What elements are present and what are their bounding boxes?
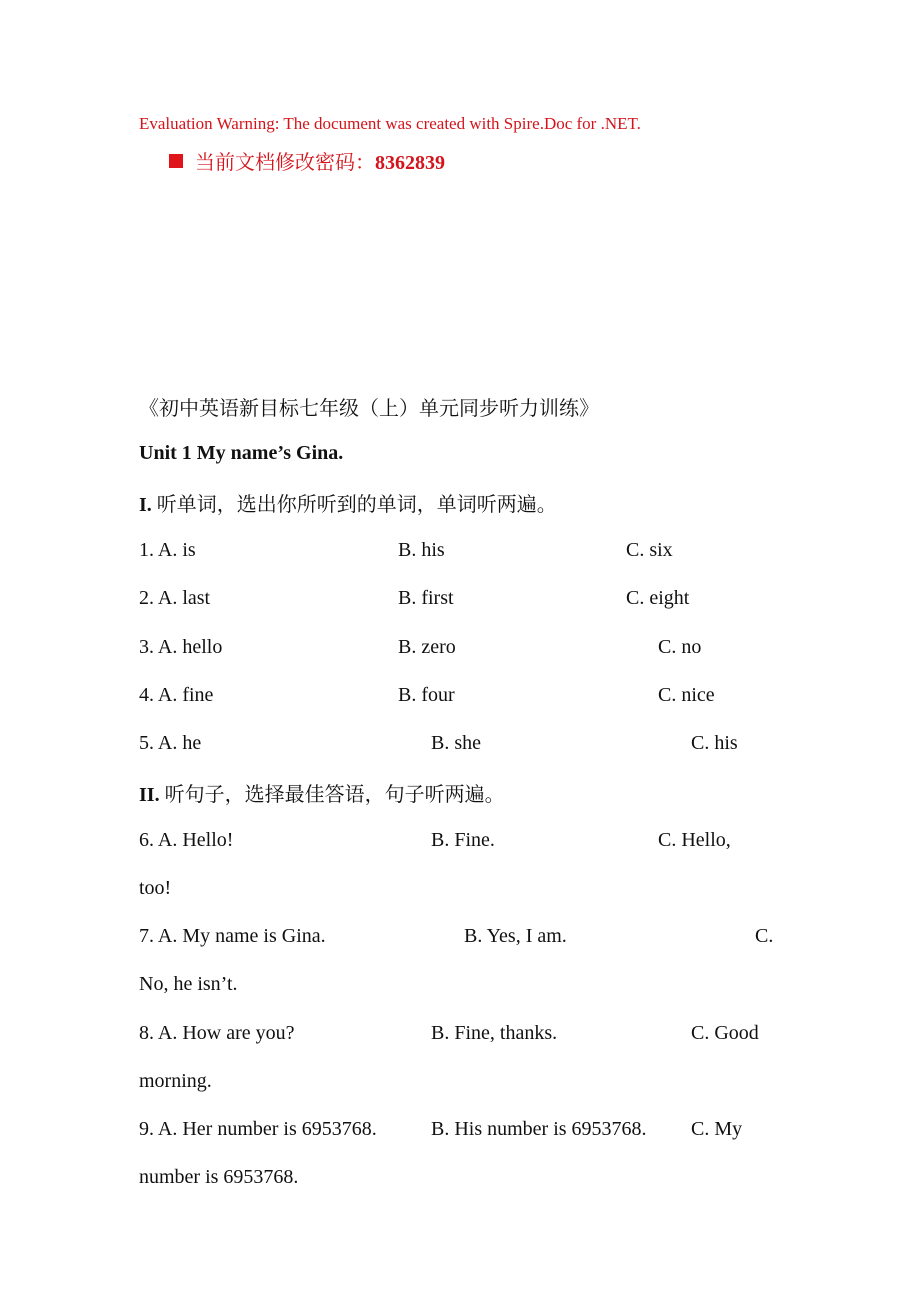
q1-option-b: B. his xyxy=(398,539,445,561)
section-2-heading xyxy=(139,778,505,807)
q5-option-a: 5. A. he xyxy=(139,732,202,754)
q7-option-a: 7. A. My name is Gina. xyxy=(139,925,326,947)
q5-option-c: C. his xyxy=(691,732,738,754)
q9-option-b: B. His number is 6953768. xyxy=(431,1118,647,1140)
q7-option-b: B. Yes, I am. xyxy=(464,925,567,947)
q2-option-a: 2. A. last xyxy=(139,587,211,609)
q8-option-c: C. Good xyxy=(691,1022,759,1044)
q4-option-c: C. nice xyxy=(658,684,715,706)
q6-option-a: 6. A. Hello! xyxy=(139,829,234,851)
q2-option-b: B. first xyxy=(398,587,454,609)
q8-option-c-continued: morning. xyxy=(139,1070,212,1092)
q6-option-c-continued: too! xyxy=(139,877,172,899)
q5-option-b: B. she xyxy=(431,732,481,754)
document-title: 《初中英语新目标七年级（上）单元同步听力训练》 xyxy=(139,398,599,420)
q9-option-c: C. My xyxy=(691,1118,743,1140)
q1-option-a: 1. A. is xyxy=(139,539,196,561)
q9-option-a: 9. A. Her number is 6953768. xyxy=(139,1118,377,1140)
q7-option-c: C. xyxy=(755,925,774,947)
q6-option-b: B. Fine. xyxy=(431,829,495,851)
evaluation-warning: Evaluation Warning: The document was created with Spire.Doc for .NET. xyxy=(139,114,641,133)
section-1-number: I. xyxy=(139,494,152,516)
q3-option-c: C. no xyxy=(658,636,702,658)
q8-option-b: B. Fine, thanks. xyxy=(431,1022,558,1044)
red-square-icon xyxy=(169,154,183,168)
q3-option-b: B. zero xyxy=(398,636,456,658)
password-label: 当前文档修改密码： xyxy=(195,152,375,174)
unit-heading: Unit 1 My name’s Gina. xyxy=(139,442,344,464)
q3-option-a: 3. A. hello xyxy=(139,636,223,658)
section-2-number: II. xyxy=(139,784,160,806)
password-line xyxy=(169,146,445,175)
section-1-heading xyxy=(139,488,557,517)
q7-option-c-continued: No, he isn’t. xyxy=(139,973,238,995)
q2-option-c: C. eight xyxy=(626,587,690,609)
section-2-instructions: 听句子，选择最佳答语，句子听两遍。 xyxy=(159,784,505,806)
q9-option-c-continued: number is 6953768. xyxy=(139,1166,299,1188)
q4-option-a: 4. A. fine xyxy=(139,684,214,706)
q4-option-b: B. four xyxy=(398,684,455,706)
section-1-instructions: 听单词，选出你所听到的单词，单词听两遍。 xyxy=(151,494,557,516)
q8-option-a: 8. A. How are you? xyxy=(139,1022,295,1044)
q1-option-c: C. six xyxy=(626,539,673,561)
q6-option-c: C. Hello, xyxy=(658,829,731,851)
password-value: 8362839 xyxy=(375,152,445,174)
